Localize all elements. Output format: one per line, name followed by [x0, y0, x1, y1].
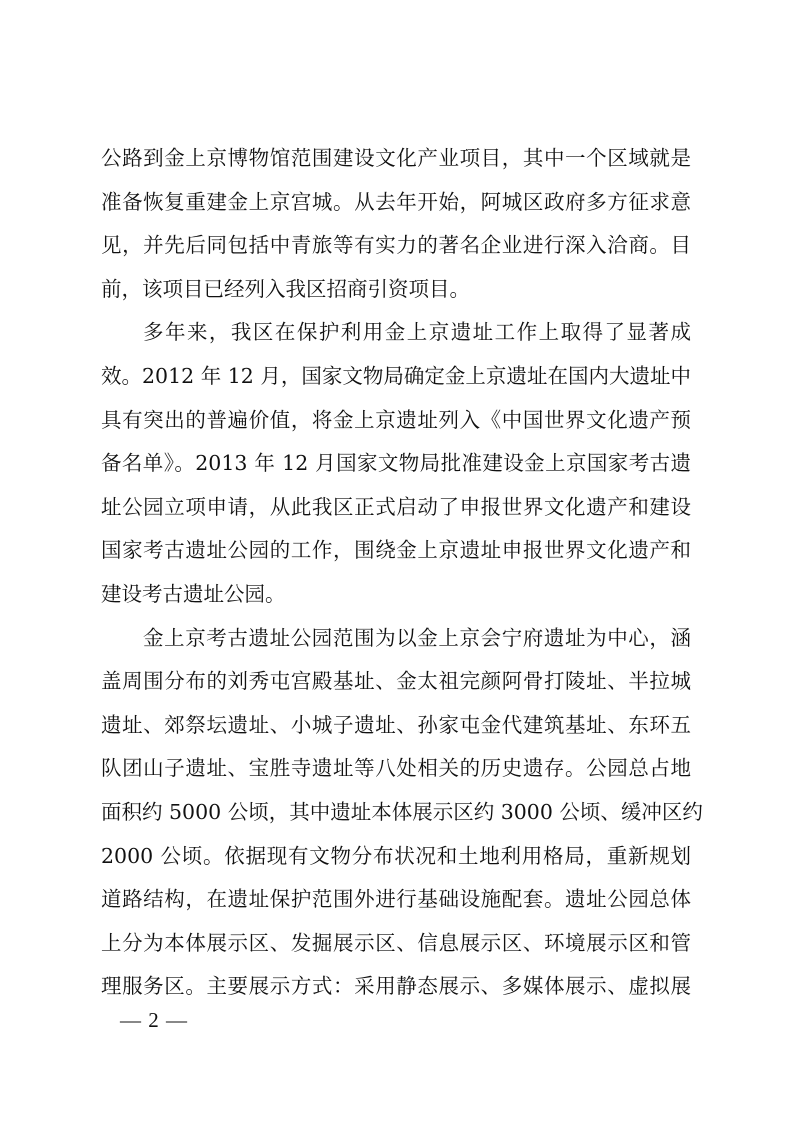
text-line: 备名单》。2013 年 12 月国家文物局批准建设金上京国家考古遗	[101, 451, 691, 476]
paragraph-first-line: 金上京考古遗址公园范围为以金上京会宁府遗址为中心，涵	[143, 625, 691, 650]
text-line: 遗址、郊祭坛遗址、小城子遗址、孙家屯金代建筑基址、东环五	[101, 712, 691, 737]
text-line: 公路到金上京博物馆范围建设文化产业项目，其中一个区域就是	[101, 146, 691, 170]
text-line: 址公园立项申请，从此我区正式启动了申报世界文化遗产和建设	[101, 494, 691, 519]
text-line: 国家考古遗址公园的工作，围绕金上京遗址申报世界文化遗产和	[101, 538, 691, 563]
body-text	[101, 137, 703, 1009]
text-line: 建设考古遗址公园。	[101, 581, 286, 606]
text-line: 具有突出的普遍价值，将金上京遗址列入《中国世界文化遗产预	[101, 407, 691, 432]
page-number: — 2 —	[120, 1008, 188, 1032]
paragraph-first-line: 多年来，我区在保护利用金上京遗址工作上取得了显著成	[143, 320, 691, 345]
text-line: 队团山子遗址、宝胜寺遗址等八处相关的历史遗存。公园总占地	[101, 756, 691, 781]
text-line: 理服务区。主要展示方式：采用静态展示、多媒体展示、虚拟展	[101, 974, 691, 999]
text-line: 见，并先后同包括中青旅等有实力的著名企业进行深入洽商。目	[101, 233, 691, 258]
text-line: 面积约 5000 公顷，其中遗址本体展示区约 3000 公顷、缓冲区约	[101, 799, 703, 824]
text-line: 上分为本体展示区、发掘展示区、信息展示区、环境展示区和管	[101, 930, 691, 955]
text-line: 准备恢复重建金上京宫城。从去年开始，阿城区政府多方征求意	[101, 189, 691, 214]
text-line: 前，该项目已经列入我区招商引资项目。	[101, 276, 470, 301]
text-line: 盖周围分布的刘秀屯宫殿基址、金太祖完颜阿骨打陵址、半拉城	[101, 669, 691, 694]
text-line: 道路结构，在遗址保护范围外进行基础设施配套。遗址公园总体	[101, 887, 691, 912]
text-line: 2000 公顷。依据现有文物分布状况和土地利用格局，重新规划	[101, 843, 691, 868]
text-line: 效。2012 年 12 月，国家文物局确定金上京遗址在国内大遗址中	[101, 363, 691, 388]
